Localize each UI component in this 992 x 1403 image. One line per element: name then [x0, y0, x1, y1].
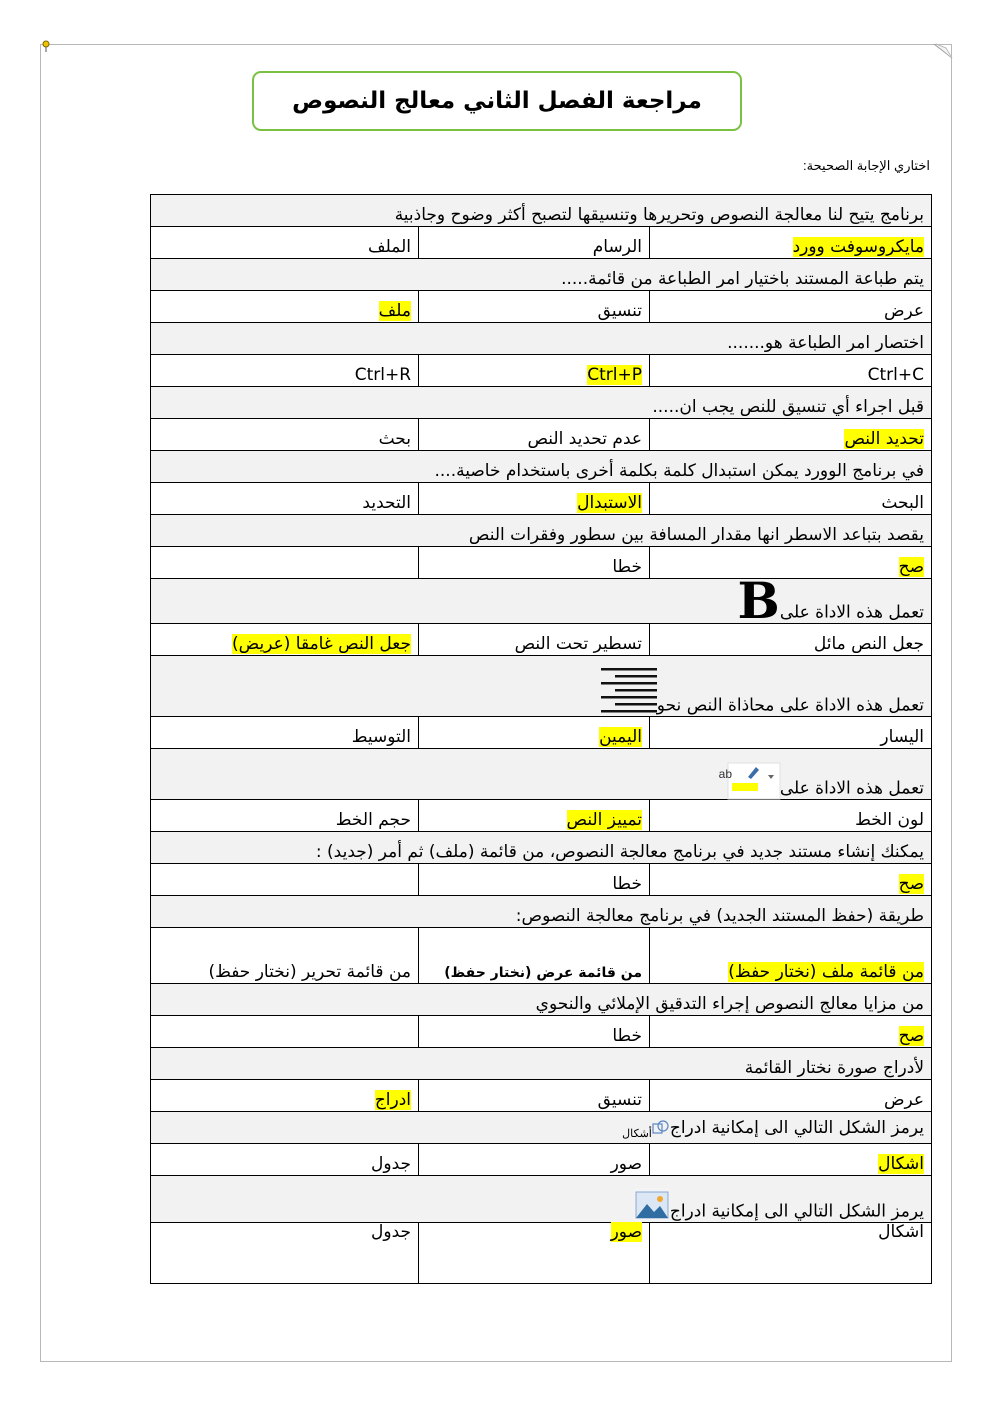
- question-text: لأدراج صورة نختار القائمة: [744, 1058, 925, 1079]
- instruction-text: اختاري الإجابة الصحيحة:: [803, 158, 930, 173]
- option-cell[interactable]: [419, 800, 650, 832]
- answer-option: تسطير تحت النص: [514, 634, 643, 655]
- align-right-icon: [601, 664, 657, 716]
- correct-answer-option: صح: [898, 1026, 925, 1047]
- question-cell: [151, 571, 932, 630]
- option-cell[interactable]: [419, 419, 650, 451]
- question-text: من مزايا معالج النصوص إجراء التدقيق الإملائي والنحوي: [535, 994, 925, 1015]
- option-cell[interactable]: [650, 227, 932, 259]
- text-highlight-icon: [718, 763, 780, 799]
- option-cell[interactable]: [419, 355, 650, 387]
- options-row: [151, 1016, 932, 1048]
- answer-option: عدم تحديد النص: [527, 429, 643, 450]
- question-row: [151, 515, 932, 547]
- correct-answer-option: اشكال: [878, 1154, 925, 1175]
- option-cell[interactable]: [419, 1223, 650, 1284]
- option-cell[interactable]: [151, 624, 419, 656]
- option-cell[interactable]: [151, 928, 419, 984]
- option-cell[interactable]: [419, 483, 650, 515]
- svg-text:ab: ab: [718, 767, 732, 781]
- question-row: [151, 1048, 932, 1080]
- correct-answer-option: تمييز النص: [566, 810, 643, 831]
- correct-answer-option: ادراج: [374, 1090, 412, 1111]
- question-row: [151, 259, 932, 291]
- option-cell[interactable]: [151, 547, 419, 579]
- options-row: [151, 547, 932, 579]
- option-cell[interactable]: [650, 1080, 932, 1112]
- answer-option: البحث: [881, 493, 925, 514]
- option-cell[interactable]: [650, 1144, 932, 1176]
- option-cell[interactable]: [419, 624, 650, 656]
- option-cell[interactable]: [151, 1080, 419, 1112]
- page-corner-icon: [934, 44, 952, 58]
- option-cell[interactable]: [151, 291, 419, 323]
- option-cell[interactable]: [419, 291, 650, 323]
- question-row: [151, 323, 932, 355]
- options-row: [151, 624, 932, 656]
- option-cell[interactable]: [650, 864, 932, 896]
- answer-option: جعل النص مائل: [813, 634, 925, 655]
- option-cell[interactable]: [650, 291, 932, 323]
- correct-answer-option: صح: [898, 874, 925, 895]
- option-cell[interactable]: [151, 800, 419, 832]
- question-cell: [151, 1176, 932, 1223]
- option-cell[interactable]: [650, 355, 932, 387]
- answer-option: التوسيط: [351, 727, 412, 748]
- option-cell[interactable]: [151, 864, 419, 896]
- option-cell[interactable]: [650, 624, 932, 656]
- option-cell[interactable]: [151, 1016, 419, 1048]
- option-cell[interactable]: [650, 419, 932, 451]
- answer-option: خطا: [612, 874, 643, 895]
- question-row: [151, 579, 932, 624]
- option-cell[interactable]: [650, 717, 932, 749]
- pin-icon: [42, 40, 50, 52]
- answer-option: خطا: [612, 557, 643, 578]
- question-text: تعمل هذه الاداة على محاذاة النص نحو: [656, 695, 925, 716]
- question-cell: [151, 656, 932, 717]
- options-row: [151, 1080, 932, 1112]
- question-row: [151, 984, 932, 1016]
- options-row: [151, 1144, 932, 1176]
- question-cell: [151, 195, 932, 227]
- answer-option: اليسار: [880, 727, 925, 748]
- answer-option: من قائمة عرض (نختار حفظ): [444, 965, 643, 982]
- correct-answer-option: الاستبدال: [577, 493, 643, 514]
- correct-answer-option: صور: [610, 1222, 643, 1242]
- answer-option: جدول: [371, 1154, 412, 1175]
- correct-answer-option: مايكروسوفت وورد: [792, 237, 925, 258]
- question-text: اختصار امر الطباعة هو.......: [727, 333, 925, 354]
- question-row: [151, 749, 932, 800]
- option-cell[interactable]: [151, 227, 419, 259]
- answer-option: حجم الخط: [335, 810, 412, 831]
- page-title: مراجعة الفصل الثاني معالج النصوص: [292, 88, 702, 114]
- answer-option: من قائمة تحرير (نختار حفظ): [208, 962, 412, 983]
- question-cell: [151, 749, 932, 800]
- option-cell[interactable]: [151, 717, 419, 749]
- options-row: [151, 1223, 932, 1284]
- option-cell[interactable]: [650, 483, 932, 515]
- answer-option: عرض: [883, 1090, 925, 1111]
- question-cell: [151, 451, 932, 483]
- quiz-table: [150, 194, 932, 1284]
- correct-answer-option: جعل النص غامقا (عريض): [232, 634, 412, 655]
- option-cell[interactable]: [151, 1144, 419, 1176]
- answer-option: تنسيق: [597, 301, 643, 322]
- bold-icon: B: [737, 571, 780, 630]
- option-cell[interactable]: [151, 355, 419, 387]
- question-cell: [151, 832, 932, 864]
- question-row: [151, 1112, 932, 1144]
- question-text: يرمز الشكل التالي الى إمكانية ادراج: [669, 1118, 925, 1139]
- answer-option: صور: [610, 1154, 643, 1175]
- question-row: [151, 832, 932, 864]
- options-row: [151, 419, 932, 451]
- option-cell[interactable]: [650, 928, 932, 984]
- picture-icon: [634, 1188, 670, 1222]
- question-cell: [151, 984, 932, 1016]
- option-cell[interactable]: [650, 547, 932, 579]
- question-text: يقصد بتباعد الاسطر انها مقدار المسافة بين سطور وفقرات النص: [468, 525, 925, 546]
- options-row: [151, 483, 932, 515]
- answer-option: لون الخط: [855, 810, 925, 831]
- answer-option: عرض: [883, 301, 925, 322]
- question-row: [151, 1176, 932, 1223]
- options-row: [151, 291, 932, 323]
- options-row: [151, 928, 932, 984]
- option-cell[interactable]: [151, 1223, 419, 1284]
- correct-answer-option: ملف: [378, 301, 412, 322]
- question-text: قبل اجراء أي تنسيق للنص يجب ان.....: [652, 397, 925, 418]
- options-row: [151, 717, 932, 749]
- question-text: طريقة (حفظ المستند الجديد) في برنامج معالجة النصوص:: [515, 906, 925, 927]
- shapes-icon: [622, 1119, 670, 1143]
- question-cell: [151, 323, 932, 355]
- option-cell[interactable]: [650, 1223, 932, 1284]
- question-row: [151, 195, 932, 227]
- question-text: يرمز الشكل التالي الى إمكانية ادراج: [669, 1201, 925, 1222]
- option-cell[interactable]: [419, 717, 650, 749]
- option-cell[interactable]: [419, 864, 650, 896]
- option-cell[interactable]: [419, 928, 650, 984]
- option-cell[interactable]: [151, 483, 419, 515]
- option-cell[interactable]: [650, 1016, 932, 1048]
- question-cell: [151, 387, 932, 419]
- question-text: يمكنك إنشاء مستند جديد في برنامج معالجة النصوص، من قائمة (ملف) ثم أمر (جديد) :: [315, 842, 925, 863]
- options-row: [151, 864, 932, 896]
- options-row: [151, 800, 932, 832]
- answer-option: Ctrl+R: [354, 365, 412, 386]
- option-cell[interactable]: [419, 227, 650, 259]
- option-cell[interactable]: [419, 1144, 650, 1176]
- answer-option: التحديد: [362, 493, 412, 514]
- answer-option: جدول: [371, 1222, 412, 1242]
- question-cell: [151, 259, 932, 291]
- question-cell: [151, 1112, 932, 1144]
- title-box: [252, 71, 742, 131]
- question-text: تعمل هذه الاداة على: [779, 602, 925, 623]
- answer-option: بحث: [378, 429, 412, 450]
- correct-answer-option: اليمين: [599, 727, 643, 748]
- question-text: تعمل هذه الاداة على: [779, 778, 925, 799]
- question-row: [151, 387, 932, 419]
- answer-option: تنسيق: [597, 1090, 643, 1111]
- question-row: [151, 896, 932, 928]
- answer-option: Ctrl+C: [867, 365, 925, 386]
- correct-answer-option: Ctrl+P: [587, 365, 643, 386]
- answer-option: الرسام: [592, 237, 643, 258]
- answer-option: خطا: [612, 1026, 643, 1047]
- option-cell[interactable]: [650, 800, 932, 832]
- answer-option: اشكال: [878, 1222, 925, 1242]
- question-row: [151, 656, 932, 717]
- options-row: [151, 355, 932, 387]
- answer-option: الملف: [368, 237, 412, 258]
- question-text: برنامج يتيح لنا معالجة النصوص وتحريرها وتنسيقها لتصبح أكثر وضوح وجاذبية: [394, 205, 925, 226]
- correct-answer-option: صح: [898, 557, 925, 578]
- correct-answer-option: من قائمة ملف (نختار حفظ): [728, 962, 925, 983]
- correct-answer-option: تحديد النص: [844, 429, 925, 450]
- option-cell[interactable]: [151, 419, 419, 451]
- question-text: يتم طباعة المستند باختيار امر الطباعة من قائمة.....: [561, 269, 925, 290]
- options-row: [151, 227, 932, 259]
- question-text: في برنامج الوورد يمكن استبدال كلمة بكلمة أخرى باستخدام خاصية....: [434, 461, 925, 482]
- option-cell[interactable]: [419, 1080, 650, 1112]
- option-cell[interactable]: [419, 1016, 650, 1048]
- question-cell: [151, 515, 932, 547]
- question-cell: [151, 1048, 932, 1080]
- question-cell: [151, 896, 932, 928]
- option-cell[interactable]: [419, 547, 650, 579]
- question-row: [151, 451, 932, 483]
- shapes-label: أشكال: [622, 1128, 652, 1141]
